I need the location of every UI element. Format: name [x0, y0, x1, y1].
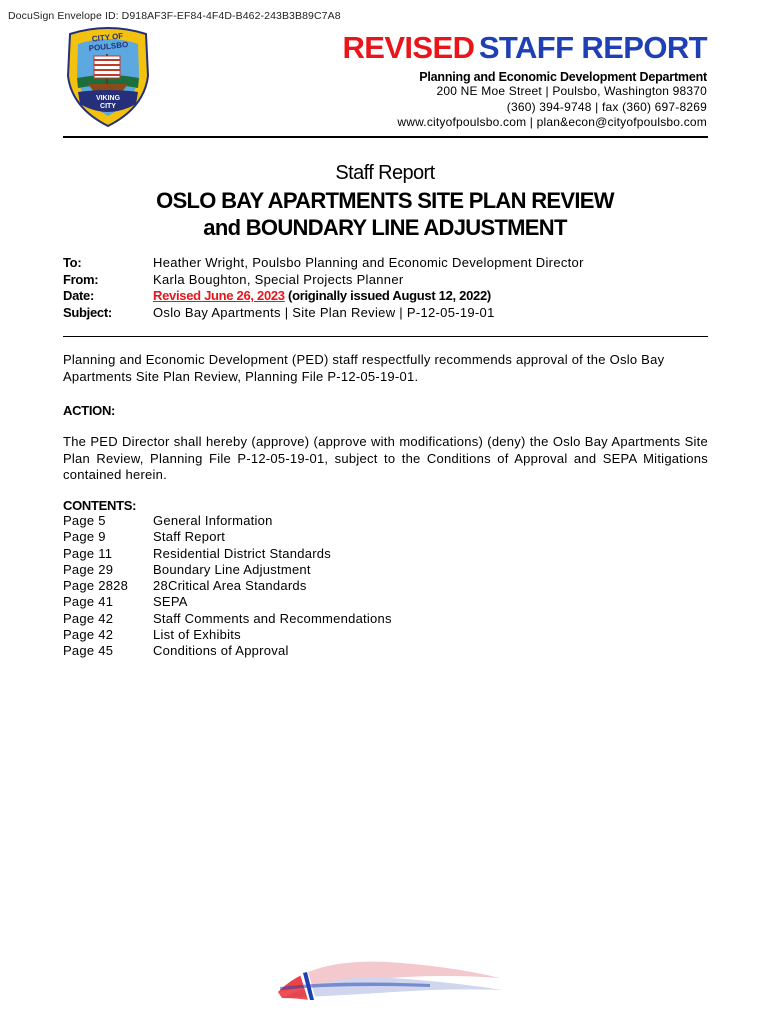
seal-bottom-line1: VIKING [95, 95, 121, 102]
department-name: Planning and Economic Development Department [419, 70, 707, 84]
docusign-envelope-id: DocuSign Envelope ID: D918AF3F-EF84-4F4D-B462-243B3B89C7A8 [8, 10, 341, 22]
contents-title: SEPA [153, 594, 188, 610]
memo-to-row [63, 255, 584, 272]
report-title [342, 30, 707, 66]
seal-bottom-line2: CITY [100, 103, 116, 110]
revised-date: Revised June 26, 2023 [153, 288, 285, 303]
contents-page: Page 42 [63, 627, 114, 643]
contents-title: Conditions of Approval [153, 643, 289, 659]
action-heading: ACTION: [63, 403, 116, 418]
recommendation-paragraph: Planning and Economic Development (PED) staff respectfully recommends approval of the Oslo Bay Apartments Site Plan Review, Planning File P-12-05-19-01. [63, 352, 665, 384]
memo-from-label: From: [63, 271, 99, 287]
contents-row [63, 643, 392, 659]
address-line-2: (360) 394-9748 | fax (360) 697-8269 [506, 99, 707, 114]
contents-list [63, 513, 392, 660]
memo-date-value [153, 288, 491, 305]
title-staff-report: STAFF REPORT [478, 30, 707, 65]
header-divider [63, 136, 708, 138]
action-paragraph: The PED Director shall hereby (approve) (approve with modifications) (deny) the Oslo Bay Apartments Site Plan Review, Planning File P-12-05-19-01, subject to the Conditions of Approval and SEPA Mitigations contained herein. [63, 434, 708, 482]
project-title-line-1: OSLO BAY APARTMENTS SITE PLAN REVIEW [156, 188, 614, 213]
contents-page: Page 45 [63, 643, 114, 659]
contents-title: List of Exhibits [153, 627, 241, 643]
memo-subject-value: Oslo Bay Apartments | Site Plan Review | P-12-05-19-01 [153, 304, 495, 320]
seal-top-text: CITY OF POULSBO [88, 31, 129, 54]
contents-row [63, 513, 392, 529]
contents-page: Page 11 [63, 545, 113, 561]
contents-title: Boundary Line Adjustment [153, 561, 311, 577]
project-title-line-2: and BOUNDARY LINE ADJUSTMENT [203, 215, 567, 240]
contents-title: Residential District Standards [153, 545, 332, 561]
memo-date-row [63, 288, 584, 305]
city-of-poulsbo-seal [56, 24, 160, 128]
address-line-1: 200 NE Moe Street | Poulsbo, Washington 98370 [436, 84, 707, 98]
memo-block [63, 255, 584, 321]
memo-subject-row [63, 305, 584, 322]
contents-row [63, 529, 392, 545]
project-title [0, 187, 770, 241]
contents-row [63, 546, 392, 562]
contents-row [63, 627, 392, 643]
staff-report-label: Staff Report [335, 162, 435, 184]
contents-title: Staff Report [153, 529, 226, 545]
contents-row [63, 594, 392, 610]
contents-row [63, 578, 392, 594]
contents-page: Page 42 [63, 610, 114, 626]
contents-row [63, 562, 392, 578]
flag-swoosh-graphic [270, 944, 506, 1004]
memo-from-row [63, 272, 584, 289]
report-header [342, 30, 707, 131]
contents-page: Page 29 [63, 561, 114, 577]
memo-to-label: To: [63, 255, 82, 270]
contents-title: 28Critical Area Standards [153, 578, 307, 594]
flag-swoosh-logo [270, 944, 506, 1004]
contents-page: Page 2828 [63, 578, 129, 594]
address-line-3: www.cityofpoulsbo.com | plan&econ@cityofpoulsbo.com [397, 115, 707, 129]
original-date: (originally issued August 12, 2022) [284, 288, 491, 303]
memo-divider [63, 336, 708, 337]
memo-from-value: Karla Boughton, Special Projects Planner [153, 271, 404, 287]
contents-title: General Information [153, 513, 273, 528]
contents-title: Staff Comments and Recommendations [153, 610, 392, 626]
memo-to-value: Heather Wright, Poulsbo Planning and Economic Development Director [153, 255, 584, 270]
contents-page: Page 5 [63, 513, 106, 528]
contents-heading: CONTENTS: [63, 498, 137, 513]
memo-date-label: Date: [63, 288, 95, 303]
memo-subject-label: Subject: [63, 304, 112, 320]
contents-page: Page 9 [63, 529, 106, 545]
contents-row [63, 611, 392, 627]
contents-page: Page 41 [63, 594, 114, 610]
title-revised: REVISED [342, 30, 475, 65]
